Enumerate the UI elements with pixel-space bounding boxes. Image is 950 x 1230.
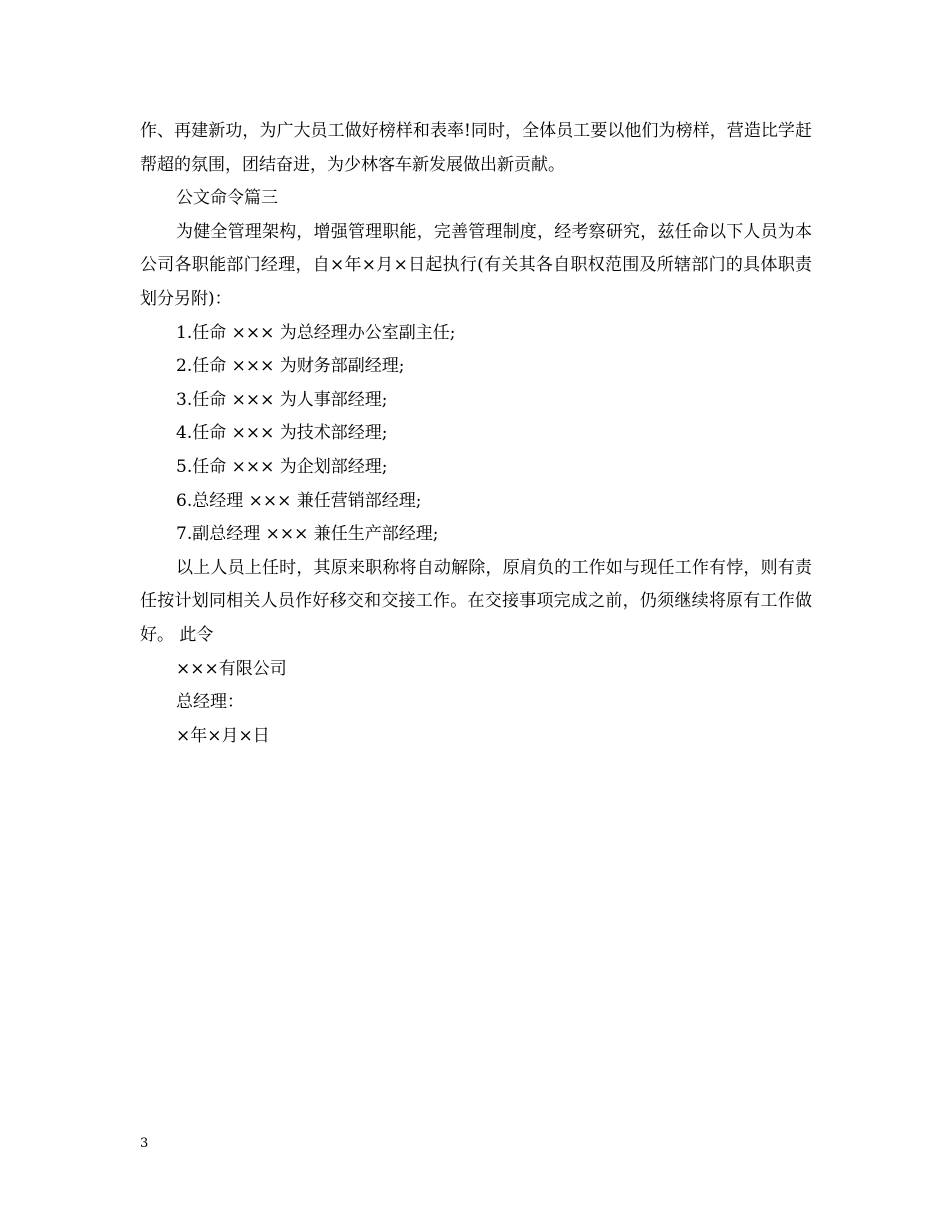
section-heading: 公文命令篇三 <box>176 188 278 209</box>
signature-company: ×××有限公司 <box>176 658 287 679</box>
list-item: 4.任命 ××× 为技术部经理; <box>176 423 388 444</box>
list-item: 1.任命 ××× 为总经理办公室副主任; <box>176 322 456 343</box>
list-item: 7.副总经理 ××× 兼任生产部经理; <box>176 524 439 545</box>
page-number: 3 <box>140 1136 149 1151</box>
signature-manager: 总经理： <box>176 692 244 713</box>
signature-date: ×年×月×日 <box>176 725 270 746</box>
list-item: 6.总经理 ××× 兼任营销部经理; <box>176 490 422 511</box>
list-item: 3.任命 ××× 为人事部经理; <box>176 389 388 410</box>
document-body <box>140 115 812 753</box>
paragraph-closing: 以上人员上任时，其原来职称将自动解除，原肩负的工作如与现任工作有悖，则有责任按计划同相关人员作好移交和交接工作。在交接事项完成之前，仍须继续将原有工作做好。 此令 <box>140 557 812 645</box>
list-item: 5.任命 ××× 为企划部经理; <box>176 456 388 477</box>
paragraph-intro: 为健全管理架构，增强管理职能，完善管理制度，经考察研究，兹任命以下人员为本公司各职能部门经理，自×年×月×日起执行(有关其各自职权范围及所辖部门的具体职责划分另附)： <box>140 221 812 309</box>
list-item: 2.任命 ××× 为财务部副经理; <box>176 356 405 377</box>
paragraph-continuation: 作、再建新功，为广大员工做好榜样和表率!同时，全体员工要以他们为榜样，营造比学赶帮超的氛围，团结奋进，为少林客车新发展做出新贡献。 <box>140 121 812 175</box>
